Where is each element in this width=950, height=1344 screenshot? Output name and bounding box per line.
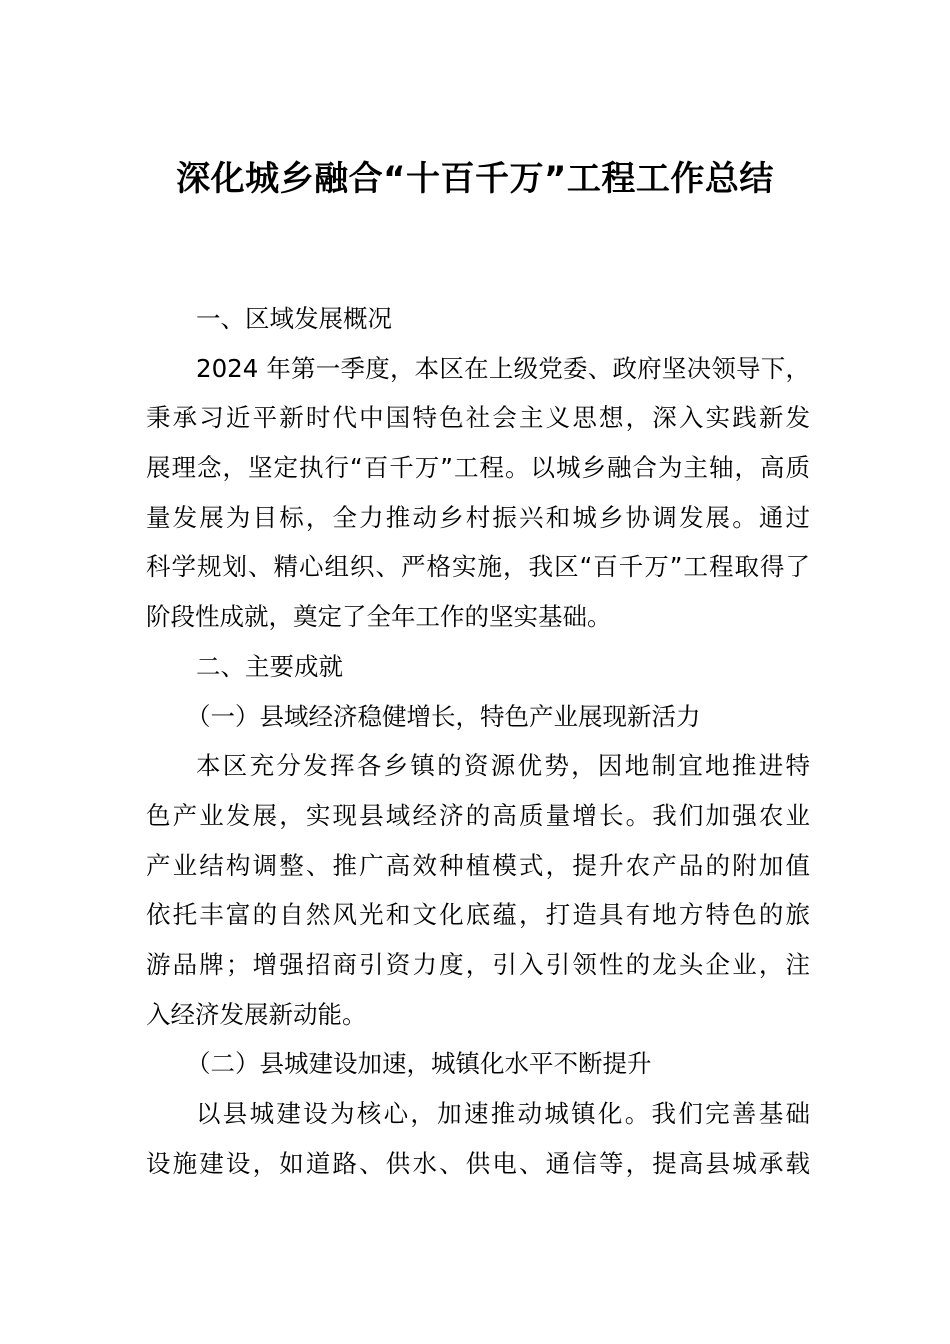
document-body [146,294,810,1188]
section-heading-1: 一、区域发展概况 [196,304,392,333]
paragraph-line: 科学规划、精心组织、严格实施，我区“百千万”工程取得了 [146,552,810,582]
paragraph-line: 2024 年第一季度，本区在上级党委、政府坚决领导下， [196,353,810,383]
paragraph-line: 入经济发展新动能。 [146,999,367,1029]
paragraph-line: 量发展为目标，全力推动乡村振兴和城乡协调发展。通过 [146,502,810,532]
paragraph-line: 本区充分发挥各乡镇的资源优势，因地制宜地推进特 [196,751,810,781]
document-title: 深化城乡融合“十百千万”工程工作总结 [176,159,774,199]
paragraph-line: 色产业发展，实现县域经济的高质量增长。我们加强农业 [146,800,810,830]
paragraph-line: 游品牌；增强招商引资力度，引入引领性的龙头企业，注 [146,949,810,979]
paragraph-line: 阶段性成就，奠定了全年工作的坚实基础。 [146,602,612,632]
paragraph-line: 以县城建设为核心，加速推动城镇化。我们完善基础 [196,1099,810,1128]
paragraph-line: 产业结构调整、推广高效种植模式，提升农产品的附加值 [146,850,810,880]
paragraph-line: 依托丰富的自然风光和文化底蕴，打造具有地方特色的旅 [146,900,810,930]
paragraph-line: 设施建设，如道路、供水、供电、通信等，提高县城承载 [146,1148,810,1178]
paragraph-line: 秉承习近平新时代中国特色社会主义思想，深入实践新发 [146,403,810,433]
subsection-heading-2: （二）县城建设加速，城镇化水平不断提升 [186,1049,652,1079]
section-heading-2: 二、主要成就 [196,651,343,681]
paragraph-line: 展理念，坚定执行“百千万”工程。以城乡融合为主轴，高质 [146,453,810,483]
subsection-heading-1: （一）县域经济稳健增长，特色产业展现新活力 [186,701,701,731]
